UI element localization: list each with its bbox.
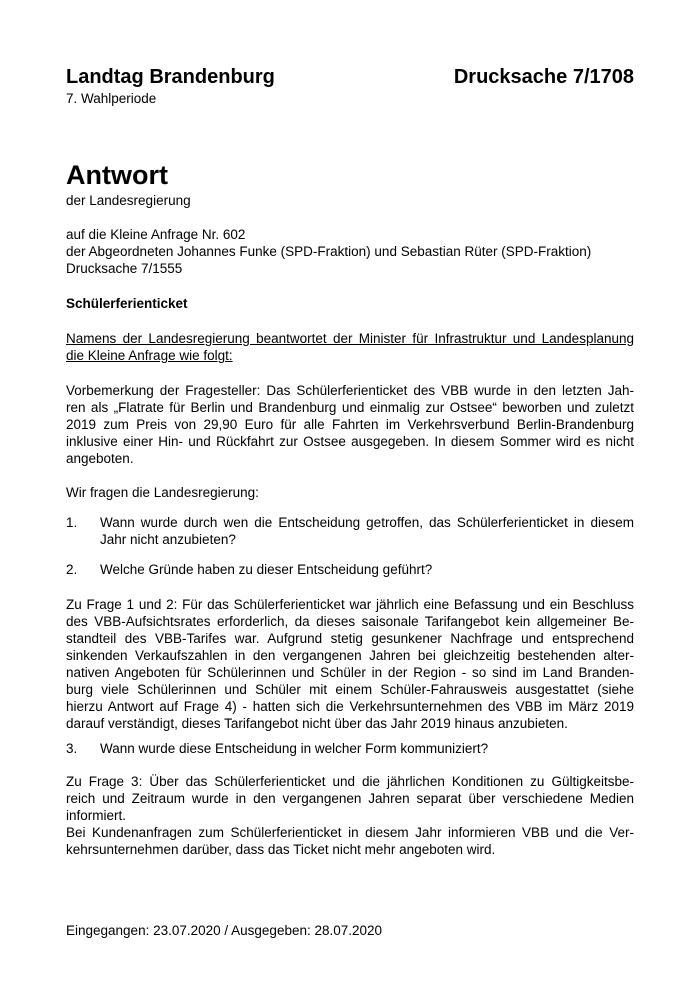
paragraph-line: reich und Zeitraum wurde in den vergangenen Jahren separat über verschiedene Medien [66, 791, 634, 806]
question-line: Jahr nicht anzubieten? [100, 532, 236, 547]
document-type-title: Antwort [66, 160, 168, 190]
question-number: 3. [66, 741, 78, 756]
reference-line: der Abgeordneten Johannes Funke (SPD-Fraktion) und Sebastian Rüter (SPD-Fraktion) [66, 244, 592, 259]
paragraph-line: ren als „Flatrate für Berlin und Brandenburg und einmalig zur Ostsee“ beworben und zuletzt [66, 400, 634, 415]
question-number: 1. [66, 515, 78, 530]
inquiry-reference [66, 226, 634, 277]
question-line: Wann wurde durch wen die Entscheidung getroffen, das Schülerferienticket in diesem [100, 515, 634, 530]
document-footer-dates: Eingegangen: 23.07.2020 / Ausgegeben: 28.07.2020 [66, 923, 383, 938]
document-header [66, 66, 634, 116]
paragraph-line: angeboten. [66, 451, 134, 466]
paragraph-line: inklusive einer Hin- und Rückfahrt zur Ostsee ausgegeben. In diesem Sommer wird es nicht [66, 434, 634, 449]
paragraph-line: nativen Angeboten für Schülerinnen und Schüler in der Region - so sind im Land Branden- [66, 665, 634, 680]
intro-line: die Kleine Anfrage wie folgt: [66, 348, 233, 363]
answer-1-2-paragraph [66, 596, 634, 732]
paragraph-line: darauf verständigt, dieses Tarifangebot nicht über das Jahr 2019 hinaus anzubieten. [66, 716, 568, 731]
parliament-name: Landtag Brandenburg [66, 66, 275, 88]
legislative-period: 7. Wahlperiode [66, 91, 157, 106]
ask-paragraph: Wir fragen die Landesregierung: [66, 485, 259, 500]
question-line: Wann wurde diese Entscheidung in welcher Form kommuniziert? [100, 741, 489, 756]
paragraph-line: burg viele Schülerinnen und Schüler mit einem Schüler-Fahrausweis ausgestattet (siehe [66, 682, 634, 697]
paragraph-line: Zu Frage 1 und 2: Für das Schülerferienticket war jährlich eine Befassung und ein Beschluss [66, 597, 634, 612]
paragraph-line: 2019 zum Preis von 29,90 Euro für alle Fahrten im Verkehrsverbund Berlin-Brandenburg [66, 417, 634, 432]
document-subtitle: der Landesregierung [66, 193, 191, 208]
paragraph-line: Vorbemerkung der Fragesteller: Das Schülerferienticket des VBB wurde in den letzten Jah- [66, 383, 634, 398]
drucksache-number: Drucksache 7/1708 [453, 66, 634, 88]
paragraph-line: Zu Frage 3: Über das Schülerferienticket und die jährlichen Konditionen zu Gültigkeitsbe- [66, 774, 634, 789]
intro-line: Namens der Landesregierung beantwortet der Minister für Infrastruktur und Landesplanung [66, 331, 634, 346]
reference-line: Drucksache 7/1555 [66, 261, 183, 276]
answer-3-paragraph [66, 773, 634, 858]
question-text [100, 740, 634, 757]
answer-intro [66, 330, 634, 364]
paragraph-line: standteil des VBB-Tarifes war. Aufgrund stetig gesunkener Nachfrage und entsprechend [66, 631, 634, 646]
paragraph-line: des VBB-Aufsichtsrates erforderlich, da dieses saisonale Tarifangebot kein allgemeiner Be- [66, 614, 634, 629]
question-text [100, 514, 634, 548]
preamble-paragraph [66, 382, 634, 467]
paragraph-line: kehrsunternehmen darüber, dass das Ticket nicht mehr angeboten wird. [66, 842, 496, 857]
topic-heading: Schülerferienticket [66, 296, 188, 311]
question-line: Welche Gründe haben zu dieser Entscheidung geführt? [100, 562, 433, 577]
paragraph-line: Bei Kundenanfragen zum Schülerferienticket in diesem Jahr informieren VBB und die Ver- [66, 825, 634, 840]
reference-line: auf die Kleine Anfrage Nr. 602 [66, 227, 246, 242]
paragraph-line: hierzu Antwort auf Frage 4) - hatten sich die Verkehrsunternehmen des VBB im März 2019 [66, 699, 634, 714]
paragraph-line: sinkenden Verkaufszahlen in den vergangenen Jahren bei gleichzeitig bestehenden alter- [66, 648, 634, 663]
question-number: 2. [66, 562, 78, 577]
paragraph-line: informiert. [66, 808, 127, 823]
question-text [100, 561, 634, 578]
